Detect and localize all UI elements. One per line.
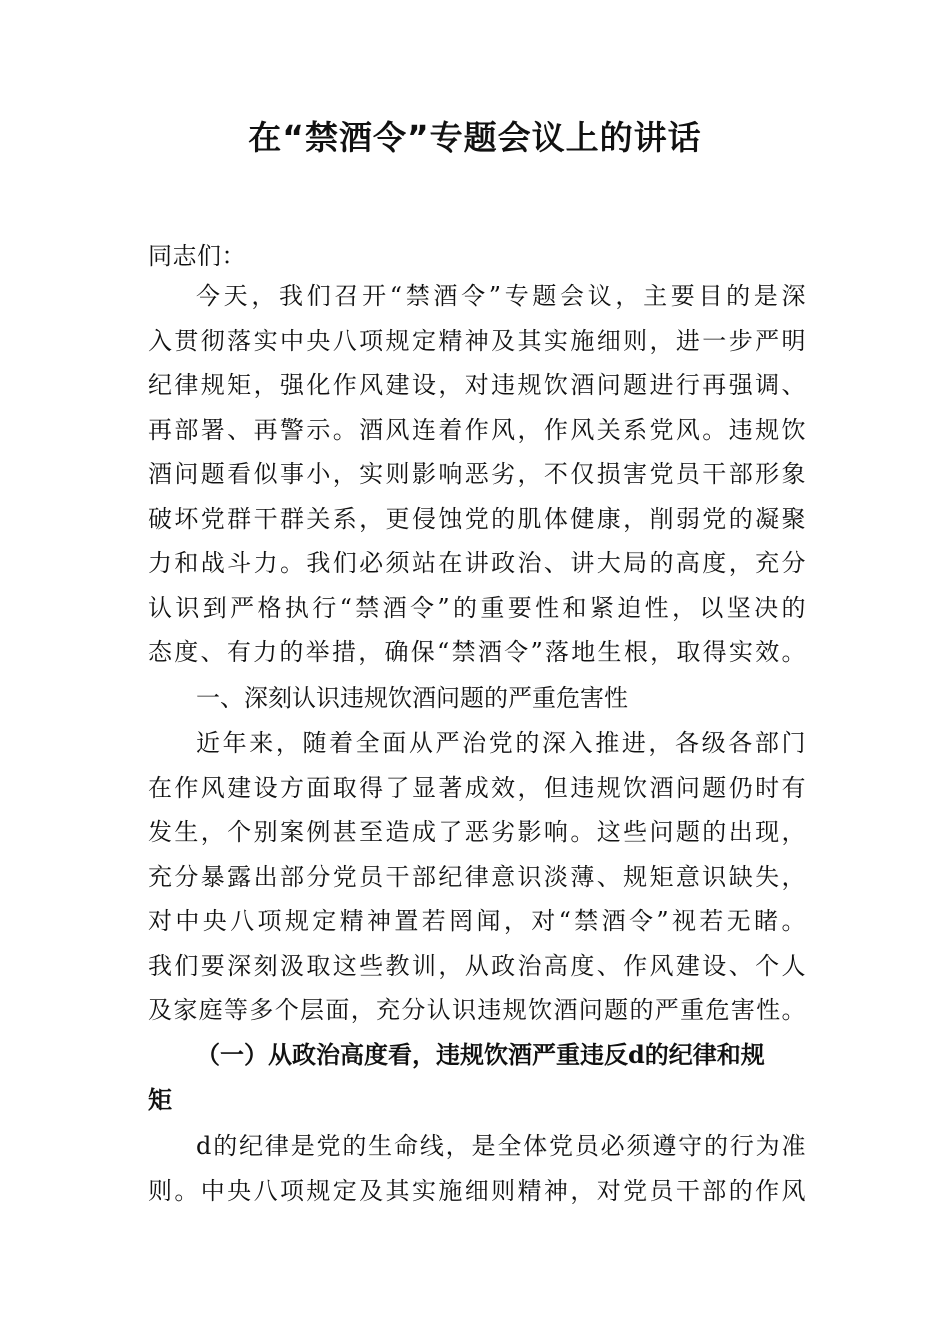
document-title: 在“禁酒令”专题会议上的讲话 xyxy=(248,118,702,157)
paragraph-line: 再部署、再警示。酒风连着作风，作风关系党风。违规饮 xyxy=(148,415,806,444)
paragraph-line: 今天，我们召开“禁酒令”专题会议，主要目的是深 xyxy=(196,282,806,310)
paragraph-line: 对中央八项规定精神置若罔闻，对“禁酒令”视若无睹。 xyxy=(148,907,806,935)
paragraph-line: 态度、有力的举措，确保“禁酒令”落地生根，取得实效。 xyxy=(148,638,806,666)
paragraph-line: 则。中央八项规定及其实施细则精神，对党员干部的作风 xyxy=(148,1176,806,1205)
paragraph-line: 我们要深刻汲取这些教训，从政治高度、作风建设、个人 xyxy=(148,951,806,980)
paragraph-line: 在作风建设方面取得了显著成效，但违规饮酒问题仍时有 xyxy=(148,773,806,802)
paragraph-subsection-1 xyxy=(148,1124,806,1213)
paragraph-line: 近年来，随着全面从严治党的深入推进，各级各部门 xyxy=(196,729,806,757)
paragraph-line: 纪律规矩，强化作风建设，对违规饮酒问题进行再强调、 xyxy=(148,371,806,399)
greeting: 同志们： xyxy=(148,242,246,270)
paragraph-line: 入贯彻落实中央八项规定精神及其实施细则，进一步严明 xyxy=(148,326,806,355)
subsection-heading-1 xyxy=(148,1032,806,1122)
paragraph-intro xyxy=(148,274,806,675)
paragraph-line: 充分暴露出部分党员干部纪律意识淡薄、规矩意识缺失， xyxy=(148,862,806,891)
paragraph-line: 力和战斗力。我们必须站在讲政治、讲大局的高度，充分 xyxy=(148,549,806,577)
section-heading-1: 一、深刻认识违规饮酒问题的严重危害性 xyxy=(196,684,628,712)
paragraph-line: 发生，个别案例甚至造成了恶劣影响。这些问题的出现， xyxy=(148,818,806,846)
paragraph-line: 认识到严格执行“禁酒令”的重要性和紧迫性，以坚决的 xyxy=(148,593,806,622)
paragraph-line: 酒问题看似事小，实则影响恶劣，不仅损害党员干部形象 xyxy=(148,460,806,488)
paragraph-line: 破坏党群干群关系，更侵蚀党的肌体健康，削弱党的凝聚 xyxy=(148,504,806,533)
paragraph-line: d的纪律是党的生命线，是全体党员必须遵守的行为准 xyxy=(196,1132,806,1160)
paragraph-line: 及家庭等多个层面，充分认识违规饮酒问题的严重危害性。 xyxy=(148,996,806,1024)
subsection-heading-line: 矩 xyxy=(148,1085,172,1114)
paragraph-section-1 xyxy=(148,721,806,1033)
subsection-heading-line: （一）从政治高度看，违规饮酒严重违反d的纪律和规 xyxy=(196,1040,765,1069)
